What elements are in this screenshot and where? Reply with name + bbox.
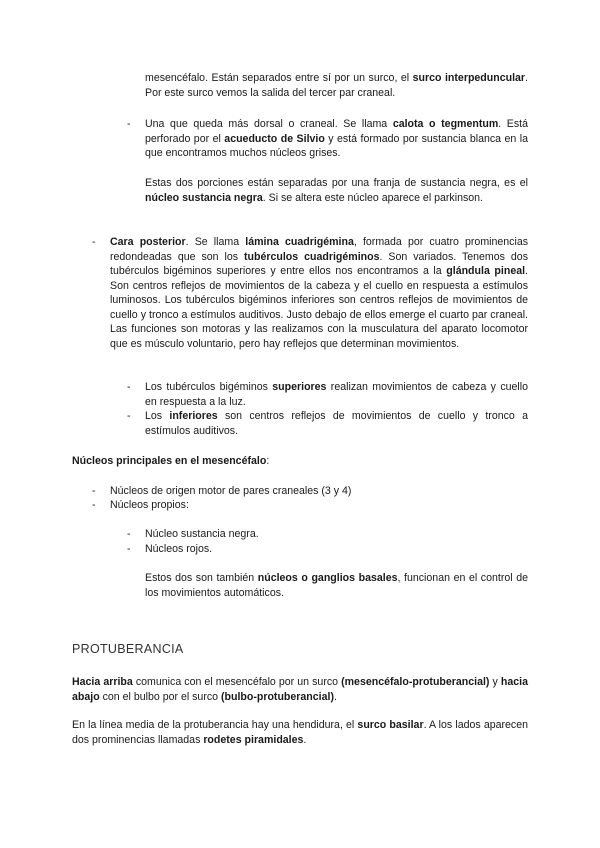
calota-item [145, 117, 528, 161]
bold-term: lámina cuadrigémina [245, 236, 354, 248]
text: : [266, 455, 270, 467]
bold-term: núcleo sustancia negra [145, 191, 263, 204]
inferiores-item [145, 409, 528, 438]
text: . [333, 690, 337, 703]
list-dash: - [127, 528, 131, 540]
list-dash: - [127, 410, 131, 422]
text: son centros reflejos de movimientos de cuello y tronco a estímulos auditivos. [145, 410, 528, 437]
bold-term: surco basilar [357, 719, 424, 731]
text: Los [145, 410, 170, 422]
list-item: Núcleos rojos. [145, 543, 213, 555]
text: comunica con el mesencéfalo por un surco [132, 676, 342, 688]
list-item: Núcleos propios: [110, 499, 189, 511]
text: , funcionan en el control de los movimientos automáticos. [145, 572, 528, 599]
bold-term: Hacia arriba [72, 676, 133, 688]
text: Estas dos porciones están separadas por una franja de sustancia negra, es el [145, 177, 528, 189]
list-dash: - [92, 485, 96, 497]
bold-term: tubérculos cuadrigéminos [244, 250, 380, 263]
text: Una que queda más dorsal o craneal. Se llama [145, 118, 393, 130]
text: . Está perforado por el [145, 118, 529, 145]
surco-paragraph [145, 71, 528, 100]
bold-term: hacia abajo [72, 676, 529, 703]
text: . Si se altera este núcleo aparece el parkinson. [262, 191, 483, 204]
list-dash: - [127, 381, 131, 393]
text: realizan movimientos de cabeza y cuello en respuesta a la luz. [145, 381, 528, 408]
bold-term: calota o tegmentum [392, 118, 499, 130]
text: . A los lados aparecen dos prominencias llamadas [72, 719, 528, 746]
text: mesencéfalo. Están separados entre sí por un surco, el [145, 72, 413, 84]
list-item: Núcleos de origen motor de pares craneales (3 y 4) [110, 485, 352, 497]
text: y [489, 676, 501, 688]
text: , formada por cuatro prominencias redondeadas que son los [110, 236, 529, 263]
bold-term: Núcleos principales en el mesencéfalo [72, 455, 267, 467]
nucleos-heading [72, 454, 528, 469]
bold-term: glándula pineal [446, 265, 526, 277]
bold-term: rodetes piramidales [203, 733, 304, 746]
text: En la línea media de la protuberancia hay una hendidura, el [72, 719, 358, 731]
protuberancia-paragraph-2 [72, 718, 528, 747]
cara-posterior-item [110, 235, 528, 351]
text: . Son variados. Tenemos dos tubérculos bigéminos superiores y entre ellos nos encontramos a la [110, 250, 528, 277]
list-dash: - [127, 543, 131, 555]
list-dash: - [127, 118, 131, 130]
text: y está formado por sustancia blanca en la que encontramos muchos núcleos grises. [145, 132, 528, 159]
list-item: Núcleo sustancia negra. [145, 528, 259, 540]
bold-term: (bulbo-protuberancial) [220, 690, 334, 703]
bold-term: surco interpeduncular [412, 72, 526, 84]
bold-term: (mesencéfalo-protuberancial) [341, 676, 490, 688]
text: . Se llama [185, 236, 246, 248]
text: . Son centros reflejos de movimientos de la cabeza y el cuello en respuesta a estímulos luminosos. Los tubérculos bigéminos inferiores son centros reflejos de movimientos de cuello y tronco a estímulos auditivos. Justo debajo de ellos emerge el cuarto par craneal. Las funciones son motoras y las realizamos con la musculatura del aparato locomotor que es músculo voluntario, pero hay reflejos que determinan movimientos. [110, 265, 528, 350]
bold-term: núcleos o ganglios basales [257, 572, 398, 584]
bold-term: Cara posterior [110, 236, 186, 248]
text: con el bulbo por el surco [99, 690, 221, 703]
text: . Por este surco vemos la salida del tercer par craneal. [145, 72, 528, 99]
text: . [303, 733, 307, 746]
bold-term: inferiores [169, 410, 218, 422]
text: Estos dos son también [145, 572, 258, 584]
list-dash: - [92, 499, 96, 511]
protuberancia-paragraph-1 [72, 675, 528, 704]
superiores-item [145, 380, 528, 409]
bold-term: acueducto de Silvio [224, 132, 325, 145]
bold-term: superiores [272, 381, 327, 393]
text: Los tubérculos bigéminos [145, 381, 273, 393]
section-title: PROTUBERANCIA [72, 642, 184, 656]
sustancia-negra-paragraph [145, 176, 528, 205]
ganglios-basales-paragraph [145, 571, 528, 600]
list-dash: - [92, 236, 96, 248]
